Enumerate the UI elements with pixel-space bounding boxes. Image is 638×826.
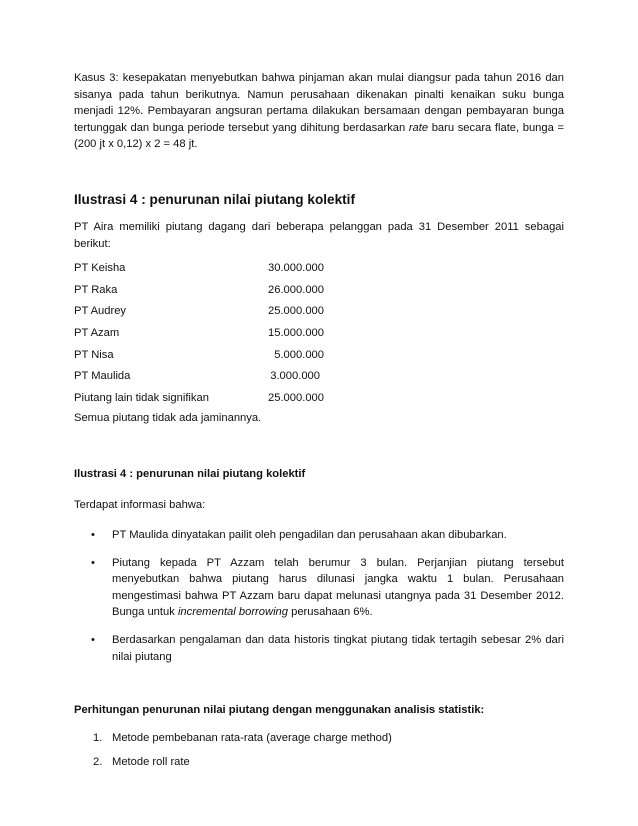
method-list (74, 730, 564, 771)
bullet-text-a: Piutang kepada PT Azzam telah berumur 3 bulan. Perjanjian piutang tersebut menyebutkan bahwa piutang harus dilunasi jangka waktu 1 bulan. Perusahaan mengestimasi bahwa PT Azzam baru dapat melunasi utangnya pada 31 Desember 2012. Bunga untuk (112, 556, 564, 619)
list-item (74, 527, 564, 544)
info-bullet-list (74, 527, 564, 665)
receivable-row (74, 390, 564, 407)
list-item (74, 632, 564, 665)
collateral-note: Semua piutang tidak ada jaminannya. (74, 412, 262, 425)
method-text: Metode roll rate (112, 756, 190, 769)
receivable-name: PT Nisa (74, 348, 114, 361)
receivable-amount: 26.000.000 (268, 283, 324, 296)
bullet-icon: • (91, 529, 95, 542)
list-number: 2. (93, 756, 103, 769)
receivable-row (74, 282, 564, 299)
list-item (74, 555, 564, 621)
bullet-text: Berdasarkan pengalaman dan data historis tingkat piutang tidak tertagih sebesar 2% dari nilai piutang (112, 634, 564, 663)
receivables-list (74, 260, 564, 406)
list-number: 1. (93, 731, 103, 744)
receivable-name: PT Keisha (74, 262, 126, 275)
receivable-row (74, 303, 564, 320)
receivable-row (74, 260, 564, 277)
section-2-intro: Terdapat informasi bahwa: (74, 498, 206, 511)
case-3-text-a: Kasus 3: kesepakatan menyebutkan bahwa pinjaman akan mulai diangsur pada tahun 2016 dan sisanya pada tahun berikutnya. Namun perusahaan dikenakan pinalti kenaikan suku bunga menjadi 12%. Pembayaran angsuran pertama dilakukan bersamaan dengan pembayaran bunga tertunggak dan bunga periode tersebut yang dihitung berdasarkan (74, 72, 564, 134)
list-item (74, 754, 564, 771)
receivable-row (74, 347, 564, 364)
receivable-amount: 15.000.000 (268, 326, 324, 339)
document-page (74, 70, 564, 779)
receivable-row (74, 368, 564, 385)
receivable-amount: 5.000.000 (274, 348, 324, 361)
section-1-heading: Ilustrasi 4 : penurunan nilai piutang kolektif (74, 191, 355, 207)
receivable-name: Piutang lain tidak signifikan (74, 391, 209, 404)
case-3-rate-italic: rate (408, 121, 429, 134)
receivable-name: PT Audrey (74, 305, 127, 318)
receivable-name: PT Maulida (74, 370, 131, 383)
bullet-text-b: perusahaan 6%. (288, 606, 373, 619)
bullet-text-italic: incremental borrowing (177, 606, 288, 619)
receivable-amount: 25.000.000 (268, 305, 324, 318)
section-3-heading: Perhitungan penurunan nilai piutang dengan menggunakan analisis statistik: (74, 704, 485, 717)
section-1-intro: PT Aira memiliki piutang dagang dari beberapa pelanggan pada 31 Desember 2011 sebagai berikut: (74, 220, 564, 250)
bullet-icon: • (91, 634, 95, 647)
bullet-text: PT Maulida dinyatakan pailit oleh pengadilan dan perusahaan akan dibubarkan. (112, 529, 507, 542)
receivable-name: PT Raka (74, 283, 118, 296)
receivable-name: PT Azam (74, 326, 120, 339)
receivable-amount: 3.000.000 (270, 370, 320, 383)
receivable-amount: 25.000.000 (268, 391, 324, 404)
bullet-icon: • (91, 556, 95, 569)
receivable-amount: 30.000.000 (268, 262, 324, 275)
case-3-paragraph (74, 70, 564, 153)
section-2-heading: Ilustrasi 4 : penurunan nilai piutang kolektif (74, 467, 306, 480)
method-text: Metode pembebanan rata-rata (average charge method) (112, 731, 392, 744)
list-item (74, 730, 564, 747)
receivable-row (74, 325, 564, 342)
case-3-text-b: baru secara flate, bunga =(200 jt x 0,12) x 2 = 48 jt. (74, 121, 564, 151)
